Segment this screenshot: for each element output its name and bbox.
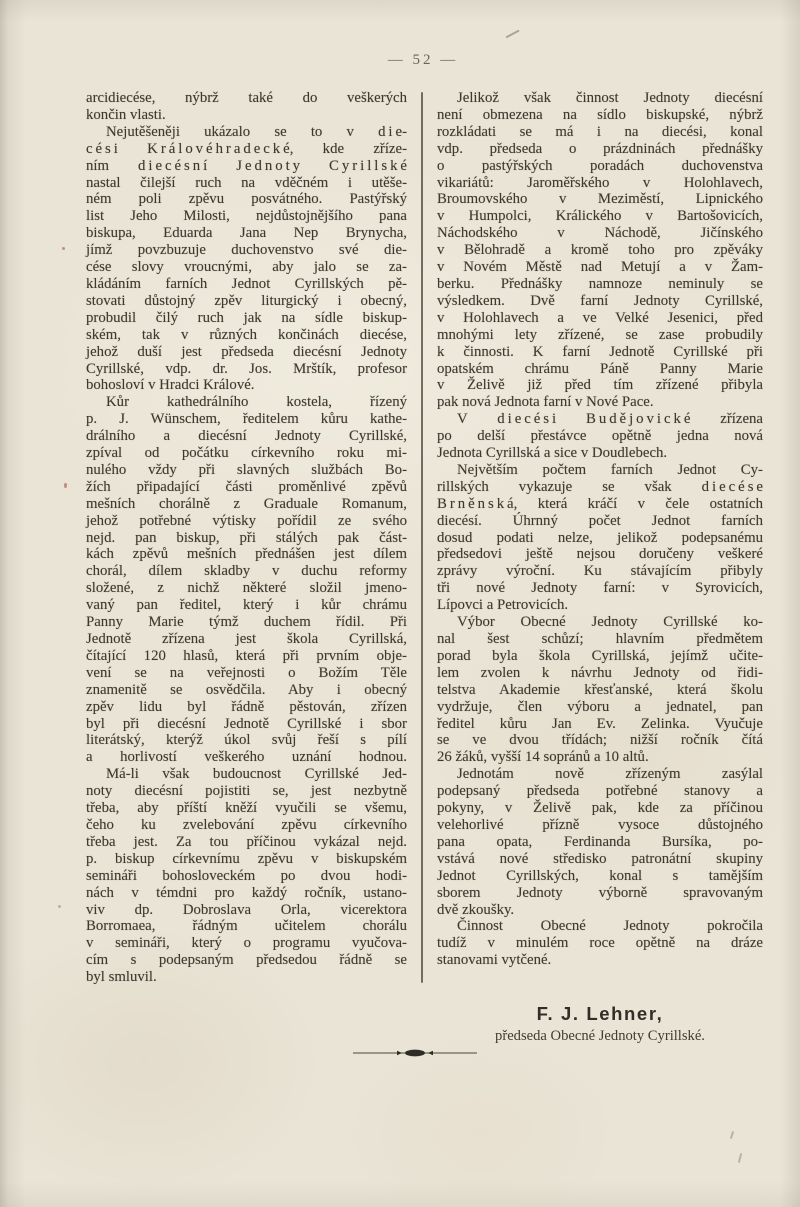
text-line: Borromaea, řádným učitelem chorálu bbox=[86, 918, 407, 935]
text-line: Činnost Obecné Jednoty pokročila bbox=[457, 918, 763, 935]
text-line: 26 žáků, vyšší 14 sopránů a 10 altů. bbox=[437, 749, 649, 766]
text-line: Má-li však budoucnost Cyrillské Jed- bbox=[106, 766, 407, 783]
paragraph bbox=[437, 766, 763, 918]
text-line: bohosloví v Hradci Králové. bbox=[86, 377, 255, 394]
text-line: zprávy výroční. Ku stávajícím přibyly bbox=[437, 563, 763, 580]
text-line: ředitel kůru Jan Ev. Zelinka. Vyučuje bbox=[437, 715, 763, 732]
ink-speck bbox=[62, 247, 65, 250]
text-line: po delší přestávce opětně jedna nová bbox=[437, 428, 763, 445]
paragraph bbox=[437, 462, 763, 614]
text-line: velehorlivé přízně vysoce důstojného bbox=[437, 816, 763, 833]
text-line: rillských vykazuje se však d i e c é s e bbox=[437, 478, 763, 495]
text-line: nal šest schůzí; hlavním předmětem bbox=[437, 631, 763, 647]
text-line: p. J. Wünschem, ředitelem kůru kathe- bbox=[86, 411, 407, 428]
paragraph bbox=[437, 411, 763, 462]
text-line: Výbor Obecné Jednoty Cyrillské ko- bbox=[457, 614, 763, 631]
paragraph bbox=[86, 90, 407, 124]
text-line: Nejutěšeněji ukázalo se to v d i e- bbox=[106, 123, 407, 140]
paragraph bbox=[437, 90, 763, 411]
signature-block bbox=[437, 1003, 763, 1045]
paragraph bbox=[86, 766, 407, 986]
text-line: noty diecésní pojistiti se, jest nezbytně bbox=[86, 783, 407, 800]
text-line: c é s i K r á l o v é h r a d e c k é, kde zříze- bbox=[86, 140, 407, 157]
text-line: probudil čilý ruch jak na sídle biskup- bbox=[86, 309, 407, 326]
text-line: zpěv lidu byl řádně pěstován, zřízen bbox=[86, 698, 407, 715]
text-line: rozkládati se má i na diecési, konal bbox=[437, 123, 763, 140]
text-line: jímž povzbuzuje duchovenstvo své die- bbox=[86, 242, 407, 259]
text-line: Jednot Cyrillských, konal s tamějším bbox=[437, 867, 763, 884]
section-divider-ornament bbox=[353, 1046, 477, 1060]
paragraph bbox=[86, 394, 407, 766]
text-line: lem zvolen k návrhu Jednoty od řidi- bbox=[437, 664, 763, 681]
text-line: v semináři, který o programu vyučova- bbox=[86, 935, 407, 952]
text-line: p. biskup církevnímu zpěvu v biskupském bbox=[86, 850, 407, 867]
column-divider bbox=[421, 92, 423, 983]
text-line: Jednotám nově zřízeným zasýlal bbox=[457, 766, 763, 783]
text-line: k činnosti. K farní Jednotě Cyrillské při bbox=[437, 343, 763, 360]
paragraph bbox=[437, 614, 763, 766]
text-line: v Holohlavech a ve Velké Jesenici, před bbox=[437, 309, 763, 326]
text-line: Jelikož však činnost Jednoty diecésní bbox=[457, 90, 763, 106]
text-line: čítající 120 hlasů, která při prvním obje- bbox=[86, 647, 407, 664]
text-line: výsledkem. Dvě farní Jednoty Cyrillské, bbox=[437, 292, 763, 309]
text-line: ném poli zpěvu posvátného. Pastýřský bbox=[86, 191, 407, 208]
pen-mark bbox=[506, 30, 520, 38]
text-line: třeba jest. Za tou příčinou vykázal nejd. bbox=[86, 833, 407, 850]
text-line: vdp. předseda o prázdninách přednášky bbox=[437, 140, 763, 157]
text-line: jehož potřebné výtisky pořídil ze svého bbox=[86, 512, 407, 529]
text-line: vydržuje, člen výboru a jednatel, pan bbox=[437, 698, 763, 715]
text-line: nulého vždy při slavných službách Bo- bbox=[86, 461, 407, 478]
text-line: telstva Akademie křesťanské, která školu bbox=[437, 681, 763, 698]
text-line: žích připadající části proměnlivé zpěvů bbox=[86, 478, 407, 495]
text-line: není obmezena na sídlo biskupské, nýbrž bbox=[437, 106, 763, 123]
text-line: diecésí. Úhrnný počet Jednot farních bbox=[437, 512, 763, 529]
text-line: v Bělohradě a kromě toho pro zpěváky bbox=[437, 242, 763, 259]
text-line: Jednotě zřízena jest škola Cyrillská, bbox=[86, 631, 407, 647]
text-line: stovati důstojný zpěv liturgický i obecný, bbox=[86, 292, 407, 309]
text-line: byl smluvil. bbox=[86, 969, 157, 986]
text-line: literátský, kterýž úkol svůj řeší s pílí bbox=[86, 732, 407, 749]
page-number: — 52 — bbox=[387, 52, 459, 68]
text-line: mnohými lety zřízené, se zase probudily bbox=[437, 326, 763, 343]
text-line: v Želivě již před tím zřízené přibyla bbox=[437, 377, 763, 394]
text-line: list Jeho Milosti, nejdůstojnějšího pana bbox=[86, 208, 407, 225]
text-line: Jednota Cyrillská a sice v Doudlebech. bbox=[437, 445, 668, 462]
text-line: pak nová Jednota farní v Nové Pace. bbox=[437, 394, 654, 411]
right-column bbox=[437, 90, 763, 969]
text-line: pana opata, Ferdinanda Bursíka, po- bbox=[437, 833, 763, 850]
text-line: viv dp. Dobroslava Orla, vicerektora bbox=[86, 901, 407, 918]
signature-name: F. J. Lehner, bbox=[536, 1003, 664, 1024]
text-line: V d i e c é s i B u d ě j o v i c k é zřízena bbox=[457, 411, 763, 428]
text-line: znamenitě se osvědčila. Aby i obecný bbox=[86, 681, 407, 698]
text-line: tudíž v minulém roce opětně na dráze bbox=[437, 935, 763, 952]
text-line: kládáním farních Jednot Cyrillských pě- bbox=[86, 275, 407, 292]
text-line: berku. Přednášky namnoze neminuly se bbox=[437, 275, 763, 292]
text-line: tři nové Jednoty farní: v Syrovicích, bbox=[437, 580, 763, 597]
text-line: a horlivostí veškerého uznání hodnou. bbox=[86, 749, 407, 766]
text-line: ském, tak v různých končinách diecése, bbox=[86, 326, 407, 343]
text-line: cím s podepsaným předsedou řádně se bbox=[86, 952, 407, 969]
text-line: podepsaný předseda potřebné stanovy a bbox=[437, 783, 763, 800]
text-line: B r n ě n s k á, která kráčí v čele ostatních bbox=[437, 495, 763, 512]
text-line: se ve dvou třídách; nižší ročník čítá bbox=[437, 732, 763, 749]
text-line: vaný pan ředitel, který i kůr chrámu bbox=[86, 597, 407, 614]
text-line: kách zpěvů mešních přednášen jest dílem bbox=[86, 546, 407, 563]
text-line: nastal čilejší ruch na vděčném i utěše- bbox=[86, 174, 407, 191]
pen-mark bbox=[730, 1131, 734, 1139]
text-line: vstává nové středisko patronátní skupiny bbox=[437, 850, 763, 867]
text-line: nách v témdni pro každý ročník, ustano- bbox=[86, 884, 407, 901]
ink-speck bbox=[58, 905, 61, 908]
text-line: Kůr kathedrálního kostela, řízený bbox=[106, 394, 407, 411]
text-line: sborem Jednoty výborně spravovaným bbox=[437, 884, 763, 901]
text-line: cése slovy vroucnými, aby jalo se za- bbox=[86, 259, 407, 276]
text-line: drálního a diecésní Jednoty Cyrillské, bbox=[86, 428, 407, 445]
text-line: Největším počtem farních Jednot Cy- bbox=[457, 461, 763, 478]
text-line: Lípovci a Petrovicích. bbox=[437, 597, 569, 614]
text-line: končin vlasti. bbox=[86, 106, 166, 123]
text-line: Náchodského v Náchodě, Jičínského bbox=[437, 225, 763, 242]
text-line: stanovami vytčené. bbox=[437, 952, 552, 969]
text-line: vení se na veřejnosti o Božím Těle bbox=[86, 664, 407, 681]
text-line: v Humpolci, Králického v Bartošovicích, bbox=[437, 208, 763, 225]
text-line: vikariátů: Jaroměřského v Holohlavech, bbox=[437, 174, 763, 191]
text-line: třeba, aby příští kněží vyučili se všemu, bbox=[86, 800, 407, 817]
text-line: arcidiecése, nýbrž také do veškerých bbox=[86, 90, 407, 106]
signature-title: předseda Obecné Jednoty Cyrillské. bbox=[495, 1028, 705, 1044]
text-line: složené, z nichž některé složil jmeno- bbox=[86, 580, 407, 597]
pen-mark bbox=[738, 1153, 743, 1163]
text-line: Cyrillské, vdp. dr. Jos. Mrštík, profesor bbox=[86, 360, 407, 377]
text-line: předsedovi ještě nejsou doručeny veškeré bbox=[437, 546, 763, 563]
text-line: mešních chorálně z Graduale Romanum, bbox=[86, 495, 407, 512]
text-line: Broumovského v Meziměstí, Lipnického bbox=[437, 191, 763, 208]
text-line: nejd. pan biskup, při stálých pak část- bbox=[86, 529, 407, 546]
ink-speck bbox=[64, 483, 67, 488]
text-line: semináři bohosloveckém po dvou hodi- bbox=[86, 867, 407, 884]
text-line: byl při diecésní Jednotě Cyrillské i sbor bbox=[86, 715, 407, 732]
text-line: chorál, dílem skladby v duchu reformy bbox=[86, 563, 407, 580]
text-line: v Novém Městě nad Metují a v Žam- bbox=[437, 259, 763, 276]
text-line: dvě zkoušky. bbox=[437, 901, 515, 918]
text-line: pokyny, v Želivě pak, kde za příčinou bbox=[437, 800, 763, 817]
text-line: ním d i e c é s n í J e d n o t y C y r i l l s k é bbox=[86, 157, 407, 174]
text-line: o pastýřských poradách duchovenstva bbox=[437, 157, 763, 174]
text-line: zpíval od počátku církevního roku mi- bbox=[86, 445, 407, 462]
text-line: dosud podati nelze, jelikož podepsanému bbox=[437, 529, 763, 546]
text-line: biskupa, Eduarda Jana Nep Brynycha, bbox=[86, 225, 407, 242]
left-column bbox=[86, 90, 407, 986]
text-line: čeho ku zvelebování zpěvu církevního bbox=[86, 816, 407, 833]
text-line: porad byla škola Cyrillská, jejímž učite- bbox=[437, 647, 763, 664]
text-line: jehož duší jest předseda diecésní Jednoty bbox=[86, 343, 407, 360]
paragraph bbox=[86, 124, 407, 395]
text-line: opatském chrámu Páně Panny Marie bbox=[437, 360, 763, 377]
paragraph bbox=[437, 918, 763, 969]
text-line: Panny Marie týmž duchem řídil. Při bbox=[86, 614, 407, 631]
